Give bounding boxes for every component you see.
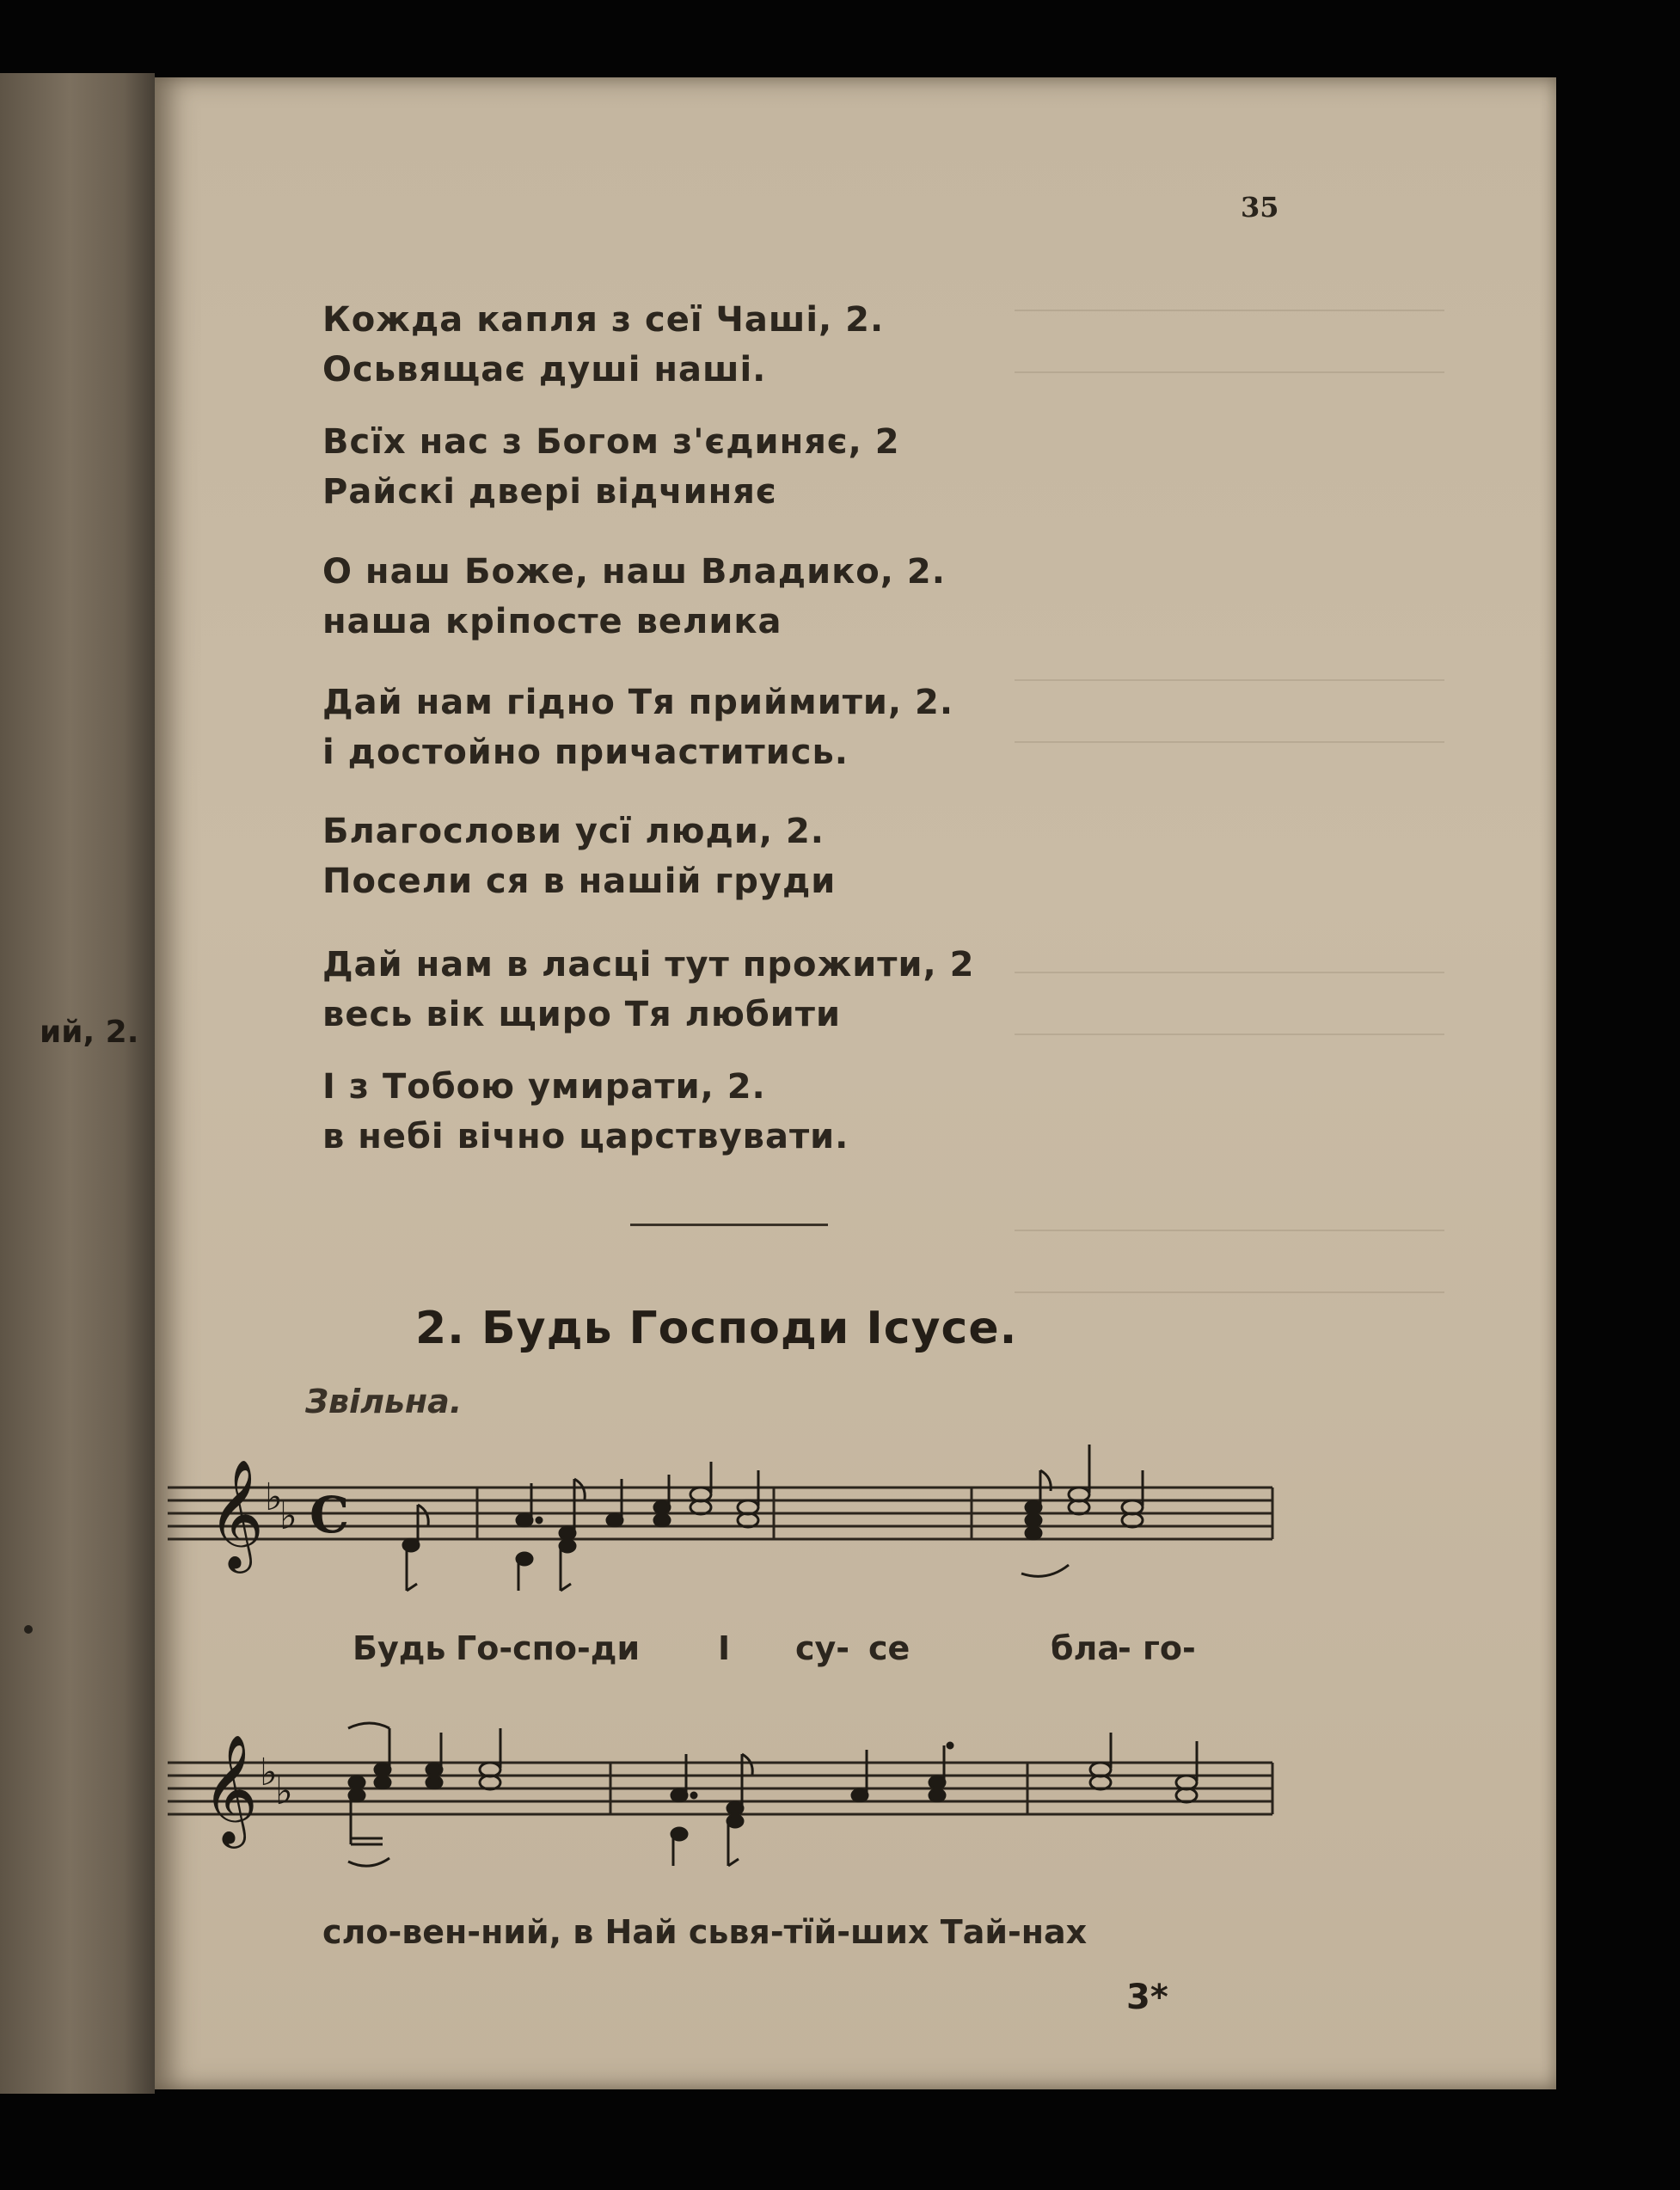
verse-line: в небі вічно царствувати. [322, 1117, 849, 1156]
lyrics-line-2: сло-вен-ний, в Най сьвя-тїй-ших Тай-нах [322, 1913, 1088, 1951]
common-time-icon: C [310, 1486, 350, 1544]
verse-line: Благослови усї люди, 2. [322, 812, 825, 851]
treble-clef-icon: 𝄞 [202, 1733, 259, 1843]
music-staff-1 [163, 1436, 1281, 1616]
lyric-syllable: Го-спо-ди [456, 1629, 641, 1667]
tempo-marking: Звільна. [305, 1383, 463, 1420]
verse-7 [322, 1062, 849, 1162]
section-divider [630, 1224, 828, 1226]
printer-signature: 3* [1126, 1978, 1168, 2017]
left-page-edge [0, 73, 155, 2094]
bleed-through-staff [1015, 679, 1444, 743]
lyric-syllable: бла [1051, 1629, 1120, 1667]
lyric-syllable: се [868, 1629, 911, 1667]
lyrics-line-1 [0, 1629, 1680, 1672]
verse-5 [322, 807, 836, 906]
verse-line: Всїх нас з Богом з'єдиняє, 2 [322, 422, 900, 462]
verse-line: весь вік щиро Тя любити [322, 995, 841, 1034]
verse-line: І з Тобою умирати, 2. [322, 1067, 766, 1107]
left-page-fragment-text: ий, 2. [40, 1015, 139, 1050]
verse-line: і достойно причаститись. [322, 733, 849, 772]
verse-4 [322, 678, 953, 777]
lyric-syllable: су- [795, 1629, 850, 1667]
verse-1 [322, 295, 884, 395]
bleed-through-staff [1015, 1230, 1444, 1293]
bleed-through-staff [1015, 310, 1444, 373]
music-staff-2 [163, 1702, 1281, 1900]
verse-3 [322, 547, 946, 647]
bleed-through-staff [1015, 972, 1444, 1035]
verse-line: Осьвящає душі наші. [322, 350, 767, 390]
verse-line: Дай нам в ласці тут прожити, 2 [322, 945, 975, 985]
lyric-syllable: І [718, 1629, 731, 1667]
lyric-syllable: - го- [1118, 1629, 1196, 1667]
song-title: 2. Будь Господи Ісусе. [415, 1303, 1018, 1354]
verse-line: Посели ся в нашій груди [322, 862, 837, 901]
verse-line: О наш Боже, наш Владико, 2. [322, 552, 946, 592]
verse-6 [322, 940, 974, 1040]
verse-line: Кожда капля з сеї Чаші, 2. [322, 300, 885, 340]
flat-icon: ♭ [279, 1494, 297, 1538]
flat-icon: ♭ [275, 1770, 293, 1813]
verse-2 [322, 417, 900, 517]
verse-line: наша кріпосте велика [322, 602, 782, 641]
page-number: 35 [1241, 191, 1279, 224]
flat-icon: ♭ [265, 1475, 283, 1519]
flat-icon: ♭ [260, 1751, 278, 1794]
verse-line: Дай нам гідно Тя приймити, 2. [322, 683, 954, 722]
lyric-syllable: Будь [353, 1629, 446, 1667]
verse-line: Райскі двері відчиняє [322, 472, 777, 512]
treble-clef-icon: 𝄞 [208, 1458, 265, 1568]
